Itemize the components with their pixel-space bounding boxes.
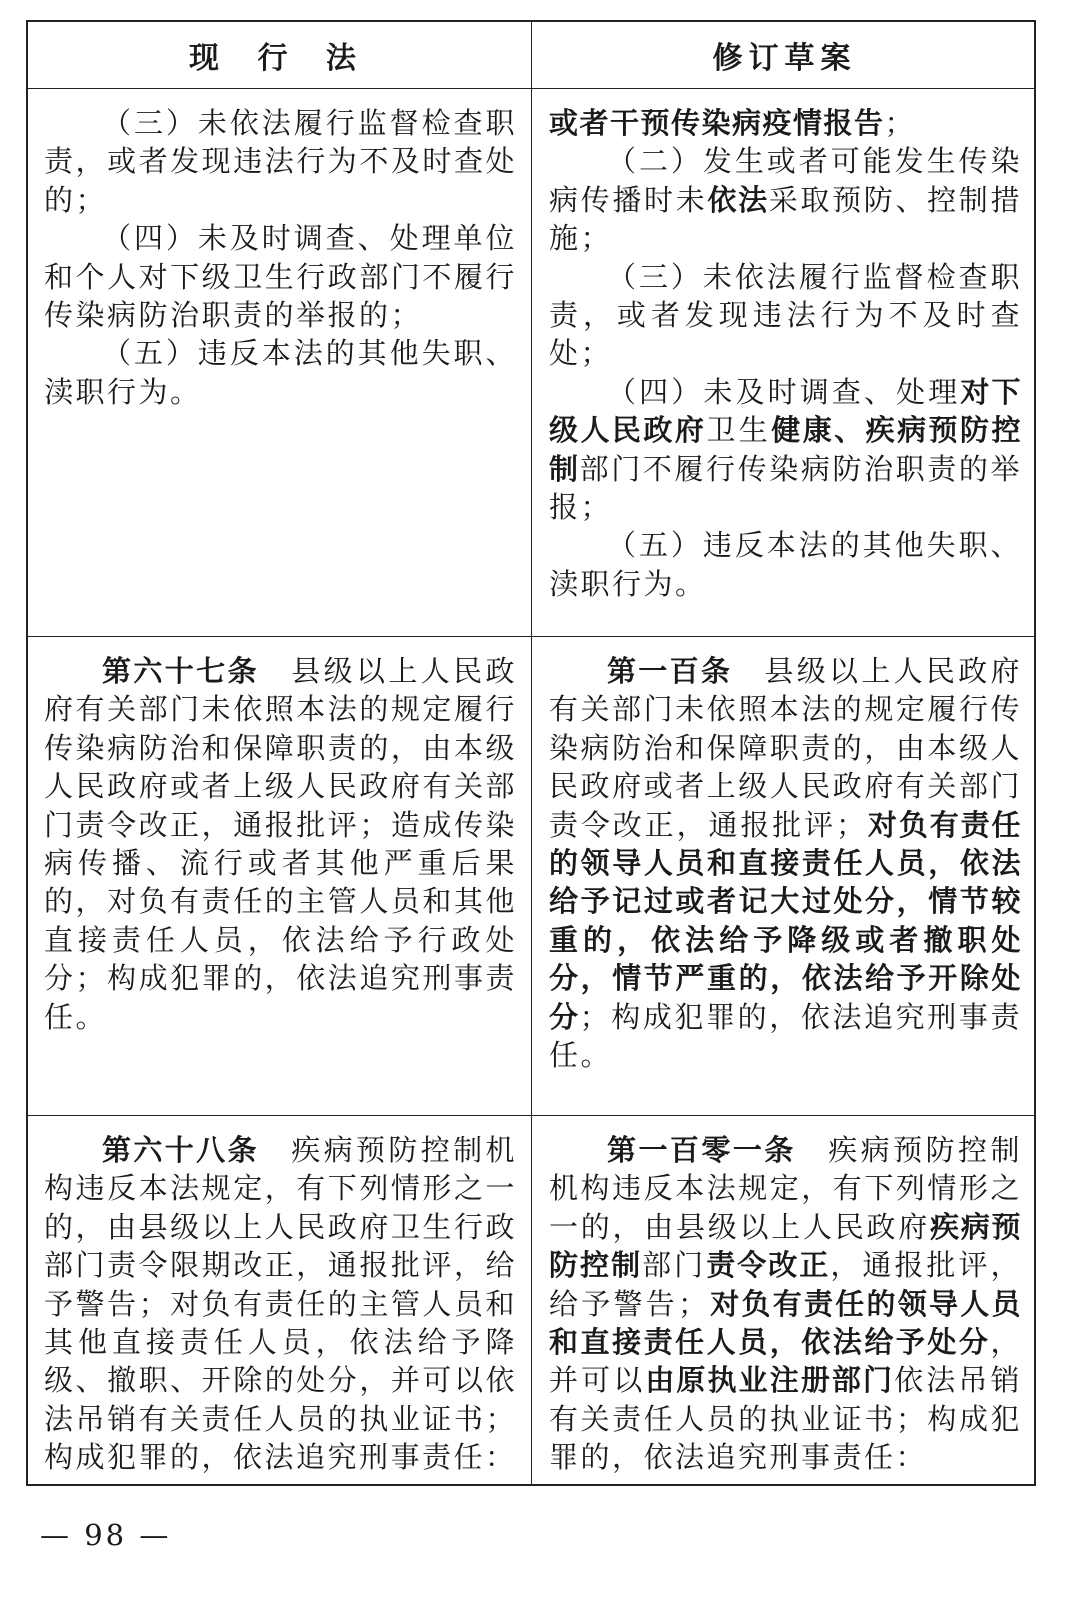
comparison-table [26,20,1036,1486]
row2-right-cell [533,652,1036,1074]
article-101: 第一百零一条 疾病预防控制机构违反本法规定，有下列情形之一的，由县级以上人民政府疾病预防控制部门责令改正，通报批评，给予警告；对负有责任的领导人员和直接责任人员，依法给予处分，并可以由原执业注册部门依法吊销有关责任人员的执业证书；构成犯罪的，依法追究刑事责任： [549,1133,1022,1475]
row2-left-cell [28,652,531,1036]
row3-right-cell [533,1131,1036,1477]
article-67: 第六十七条 县级以上人民政府有关部门未依照本法的规定履行传染病防治和保障职责的，由本级人民政府或者上级人民政府有关部门责令改正，通报批评；造成传染病传播、流行或者其他严重后果的，对负有责任的主管人员和其他直接责任人员，依法给予行政处分；构成犯罪的，依法追究刑事责任。 [44,654,517,1034]
header-divider [28,88,1034,89]
row1-left-item-3: （三）未依法履行监督检查职责，或者发现违法行为不及时查处的； [44,106,517,217]
article-67-number: 第六十七条 [102,654,259,688]
row1-right-item-4: （四）未及时调查、处理对下级人民政府卫生健康、疾病预防控制部门不履行传染病防治职责的举报； [549,374,1022,525]
row-divider-1 [28,636,1034,637]
article-101-number: 第一百零一条 [607,1133,796,1167]
row1-right-item-2: （二）发生或者可能发生传染病传播时未依法采取预防、控制措施； [549,144,1022,256]
header-current-law: 现 行 法 [189,41,370,76]
article-68: 第六十八条 疾病预防控制机构违反本法规定，有下列情形之一的，由县级以上人民政府卫生行政部门责令限期改正，通报批评，给予警告；对负有责任的主管人员和其他直接责任人员，依法给予降级、撤职、开除的处分，并可以依法吊销有关责任人员的执业证书；构成犯罪的，依法追究刑事责任： [44,1133,517,1475]
row1-left-cell [28,104,531,411]
row1-right-item-3: （三）未依法履行监督检查职责，或者发现违法行为不及时查处； [549,259,1022,371]
row-divider-2 [28,1115,1034,1116]
article-68-number: 第六十八条 [102,1133,259,1167]
article-100: 第一百条 县级以上人民政府有关部门未依照本法的规定履行传染病防治和保障职责的，由本级人民政府或者上级人民政府有关部门责令改正，通报批评；对负有责任的领导人员和直接责任人员，依法给予记过或者记大过处分，情节较重的，依法给予降级或者撤职处分，情节严重的，依法给予开除处分；构成犯罪的，依法追究刑事责任。 [549,654,1022,1073]
row1-left-item-4: （四）未及时调查、处理单位和个人对下级卫生行政部门不履行传染病防治职责的举报的； [44,221,517,333]
header-revised-draft: 修订草案 [712,41,857,76]
row1-right-cell [533,104,1036,603]
article-100-number: 第一百条 [607,654,733,688]
row1-left-item-5: （五）违反本法的其他失职、渎职行为。 [44,336,517,409]
row1-right-item-5: （五）违反本法的其他失职、渎职行为。 [549,528,1022,601]
page-number: — 98 — [40,1518,172,1552]
row3-left-cell [28,1131,531,1477]
row1-right-item-1-tail: 或者干预传染病疫情报告； [549,106,917,140]
column-divider [531,22,532,1484]
